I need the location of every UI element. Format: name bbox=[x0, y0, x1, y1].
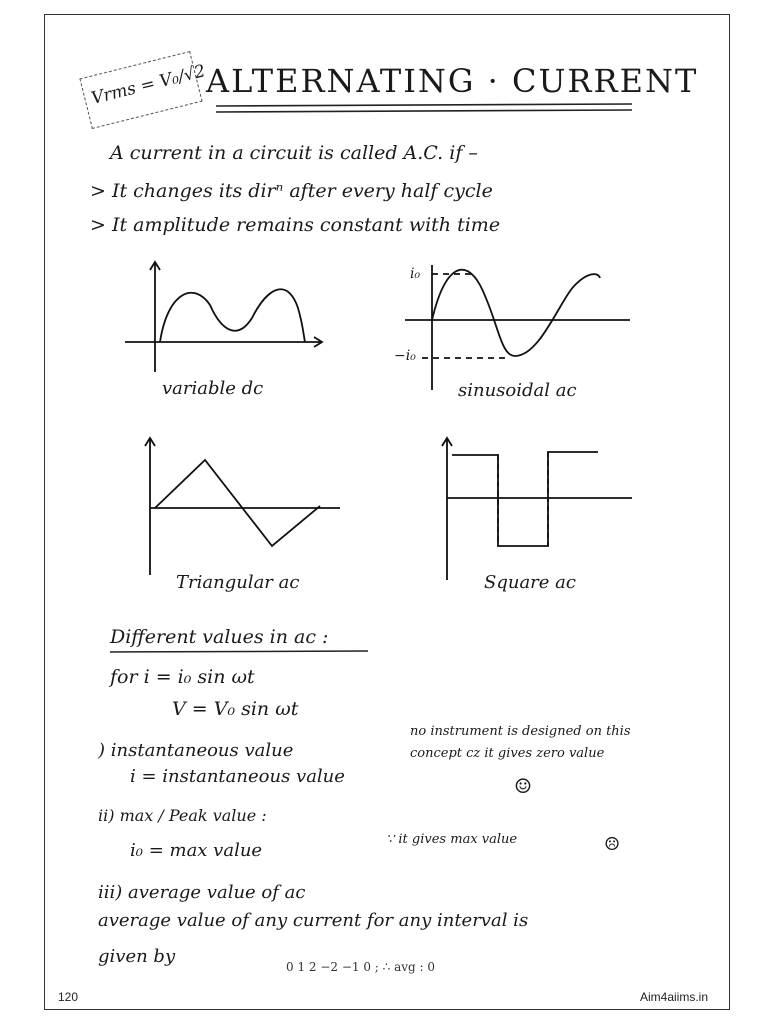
equation-current: for i = i₀ sin ωt bbox=[110, 666, 255, 688]
square-caption: Square ac bbox=[484, 572, 576, 593]
item3-title: iii) average value of ac bbox=[98, 882, 306, 903]
equation-voltage: V = V₀ sin ωt bbox=[172, 698, 299, 720]
formula-text: Vrms = V₀/√2 bbox=[89, 61, 208, 109]
values-heading: Different values in ac : bbox=[110, 626, 329, 648]
item3-body-line1: average value of any current for any interval is bbox=[98, 910, 529, 931]
intro-line-3: > It amplitude remains constant with time bbox=[90, 214, 501, 236]
note1-face: ☺ bbox=[514, 774, 532, 798]
item1-body: i = instantaneous value bbox=[130, 766, 345, 787]
page-title: ALTERNATING · CURRENT bbox=[206, 62, 699, 100]
site-credit: Aim4aiims.in bbox=[640, 990, 709, 1004]
note1-line2: concept cz it gives zero value bbox=[410, 746, 605, 761]
item1-title: ) instantaneous value bbox=[98, 740, 294, 761]
sinusoidal-caption: sinusoidal ac bbox=[458, 380, 577, 401]
sinusoidal-label-top: i₀ bbox=[410, 266, 421, 282]
note2-face: ☹ bbox=[604, 834, 621, 855]
sinusoidal-label-bottom: −i₀ bbox=[394, 348, 416, 364]
intro-line-2: > It changes its dirⁿ after every half cycle bbox=[90, 180, 493, 202]
variable-dc-caption: variable dc bbox=[162, 378, 264, 399]
note1-line1: no instrument is designed on this bbox=[410, 724, 631, 739]
item3-body-line2: given by bbox=[98, 946, 176, 967]
note2: ∵ it gives max value bbox=[386, 832, 518, 847]
page-number: 120 bbox=[58, 990, 79, 1004]
triangular-caption: Triangular ac bbox=[176, 572, 300, 593]
item3-sequence: 0 1 2 −2 −1 0 ; ∴ avg : 0 bbox=[286, 960, 436, 974]
intro-line-1: A current in a circuit is called A.C. if – bbox=[110, 142, 478, 164]
item2-title: ii) max / Peak value : bbox=[98, 806, 267, 825]
item2-body: i₀ = max value bbox=[130, 840, 263, 861]
